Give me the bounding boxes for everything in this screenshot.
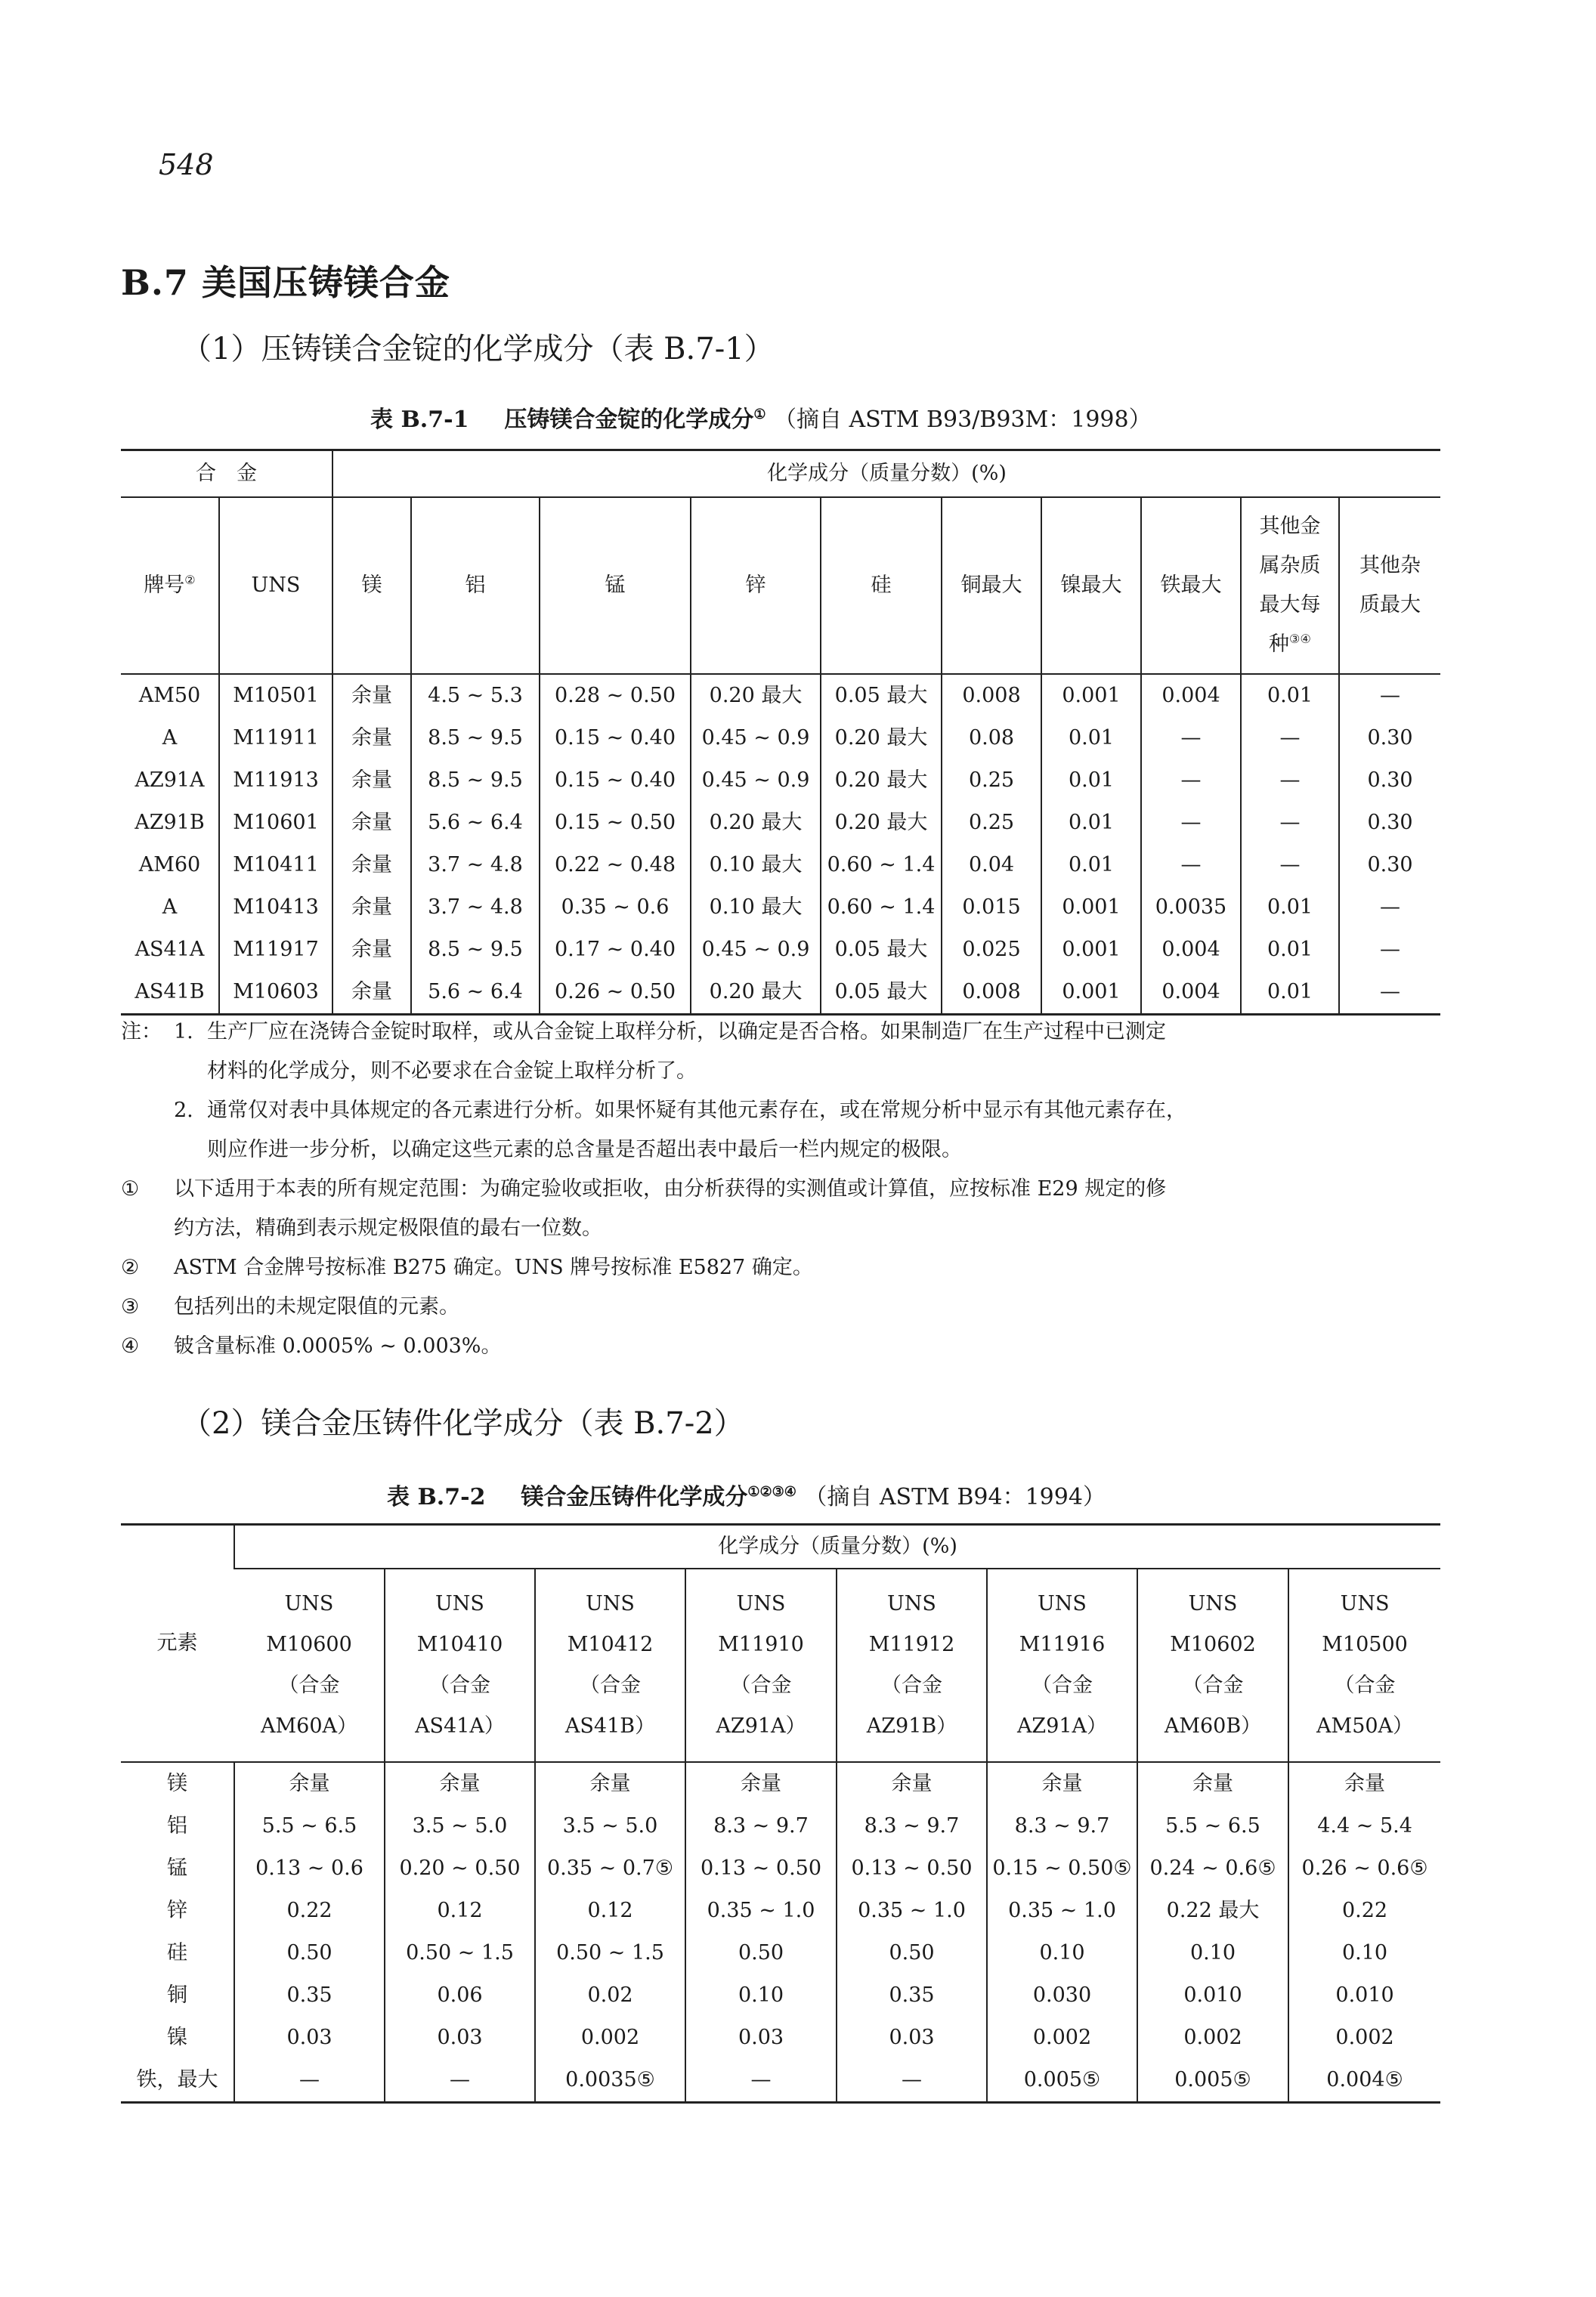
table2-cell: 0.004⑤ [1288, 2059, 1440, 2103]
table1-cell: M11911 [219, 717, 332, 759]
table2-alloy-header [1137, 1569, 1288, 1762]
table2-alloy-header-line: （合金 [1334, 1674, 1396, 1697]
sub-heading-table2: （2）镁合金压铸件化学成分（表 B.7-2） [181, 1406, 744, 1441]
table1-cell: 余量 [332, 802, 411, 844]
table2-cell: 0.26 ~ 0.6⑤ [1288, 1847, 1440, 1890]
table2-cell: 余量 [234, 1762, 385, 1805]
table2-alloy-header [234, 1569, 385, 1762]
table1-row [121, 759, 1440, 802]
table1-cell: 0.04 [942, 844, 1041, 886]
table2-cell: 8.3 ~ 9.7 [837, 1805, 987, 1847]
table2-alloy-header-line: M10500 [1322, 1633, 1408, 1656]
table2-alloy-header-line: AM60B） [1164, 1714, 1262, 1738]
table2-alloy-header [685, 1569, 837, 1762]
table1-cell: 0.45 ~ 0.9 [691, 759, 821, 802]
table1-cell: 0.20 最大 [691, 802, 821, 844]
table2-alloy-header [535, 1569, 685, 1762]
table1-cell: 0.01 [1241, 971, 1339, 1015]
table1-cell: 0.001 [1041, 971, 1141, 1015]
table2-cell: 0.12 [535, 1890, 685, 1932]
footnote-1-line2: 约方法，精确到表示规定极限值的最右一位数。 [174, 1217, 602, 1240]
table1-cell: 0.001 [1041, 929, 1141, 971]
table2-cell: 0.03 [234, 2017, 385, 2059]
table2-element-cell: 锰 [167, 1856, 187, 1880]
table1-col-other-each-mark: ③④ [1288, 632, 1312, 646]
table1-caption [370, 400, 1152, 434]
table2-alloy-header [1288, 1569, 1440, 1762]
table1-row [121, 929, 1440, 971]
table2-alloy-header-line: （合金 [429, 1674, 490, 1697]
table1-cell: — [1141, 802, 1241, 844]
footnote-1-mark: ① [121, 1177, 140, 1201]
table2-cell: 0.13 ~ 0.6 [234, 1847, 385, 1890]
table1-row [121, 886, 1440, 929]
table1-cell: 0.45 ~ 0.9 [691, 929, 821, 971]
table1-cell: 8.5 ~ 9.5 [411, 717, 540, 759]
table2-caption-label: 表 B.7-2 [387, 1484, 486, 1510]
table1-cell: 0.26 ~ 0.50 [540, 971, 691, 1015]
table1-cell: 0.05 最大 [821, 674, 942, 717]
table2-cell: 0.03 [837, 2017, 987, 2059]
table1-col-uns: UNS [219, 497, 332, 674]
notes-prefix: 注： [121, 1020, 162, 1043]
table1-cell: 3.7 ~ 4.8 [411, 886, 540, 929]
table1-cell: M10413 [219, 886, 332, 929]
note-1 [121, 1012, 1443, 1091]
table2-alloy-header-line: UNS [1188, 1592, 1238, 1615]
table2-alloy-header-line: UNS [284, 1592, 334, 1615]
footnote-4 [121, 1327, 1443, 1366]
table1-col-other-total [1339, 497, 1440, 674]
table2-cell: 0.20 ~ 0.50 [385, 1847, 535, 1890]
table2-alloy-header-line: UNS [887, 1592, 936, 1615]
note-1-line1: 生产厂应在浇铸合金锭时取样，或从合金锭上取样分析，以确定是否合格。如果制造厂在生产过程中已测定 [207, 1020, 1166, 1043]
table1-caption-title: 压铸镁合金锭的化学成分 [504, 407, 754, 433]
table1-cell: 0.008 [942, 971, 1041, 1015]
table2-alloy-header-line: UNS [1038, 1592, 1087, 1615]
table2-cell: 0.15 ~ 0.50⑤ [987, 1847, 1137, 1890]
table1-caption-label: 表 B.7-1 [370, 407, 469, 433]
table2-cell: 0.002 [1288, 2017, 1440, 2059]
table1-cell: 0.001 [1041, 886, 1141, 929]
table1-cell: 0.45 ~ 0.9 [691, 717, 821, 759]
table1-group-composition: 化学成分（质量分数）(%) [332, 450, 1440, 498]
table2-element-cell: 铝 [167, 1813, 187, 1838]
table1-cell: 5.6 ~ 6.4 [411, 971, 540, 1015]
table1-col-other-each-line-text: 种 [1268, 632, 1289, 656]
table1-col-mg: 镁 [332, 497, 411, 674]
table1-cell: 0.10 最大 [691, 844, 821, 886]
table2-cell: 0.35 ~ 1.0 [685, 1890, 837, 1932]
table2-cell: 8.3 ~ 9.7 [987, 1805, 1137, 1847]
table2-alloy-header-line: AZ91B） [866, 1714, 957, 1738]
notes-block [121, 1012, 1443, 1366]
footnote-4-mark: ④ [121, 1334, 140, 1358]
footnote-1 [121, 1170, 1443, 1248]
table2-alloy-header-line: M10600 [266, 1633, 352, 1656]
table2-cell: 余量 [685, 1762, 837, 1805]
sub-heading-table1: （1）压铸镁合金锭的化学成分（表 B.7-1） [181, 332, 775, 366]
table1-col-grade-label: 牌号 [144, 573, 185, 597]
table1-col-al: 铝 [411, 497, 540, 674]
table2-caption-title: 镁合金压铸件化学成分 [521, 1484, 748, 1510]
table2-cell: 0.22 [234, 1890, 385, 1932]
table2-alloy-header-line: M11916 [1019, 1633, 1106, 1656]
table2-body [121, 1762, 1440, 2103]
table1-col-si: 硅 [821, 497, 942, 674]
table2-cell: — [685, 2059, 837, 2103]
table1-cell: A [162, 895, 178, 919]
page-number: 548 [159, 148, 214, 181]
table1-cell: 0.30 [1339, 802, 1440, 844]
table1-cell: 0.004 [1141, 929, 1241, 971]
table2-cell: 0.03 [385, 2017, 535, 2059]
footnote-3-text: 包括列出的未规定限值的元素。 [174, 1295, 459, 1319]
table2-cell: 0.10 [987, 1932, 1137, 1974]
table2-alloy-header-line: （合金 [881, 1674, 942, 1697]
table2-row [121, 1974, 1440, 2017]
table2-cell: — [837, 2059, 987, 2103]
table1-cell: 0.10 最大 [691, 886, 821, 929]
table1-cell: M11913 [219, 759, 332, 802]
table1-cell: 0.30 [1339, 759, 1440, 802]
table1-cell: 4.5 ~ 5.3 [411, 674, 540, 717]
table1-cell: 0.015 [942, 886, 1041, 929]
table1-cell: 0.01 [1041, 759, 1141, 802]
table1-column-header-row [121, 497, 1440, 674]
table2-cell: 0.10 [1288, 1932, 1440, 1974]
table1-cell: — [1141, 844, 1241, 886]
table1-cell: M10411 [219, 844, 332, 886]
table2-alloy-header-line: M10602 [1170, 1633, 1256, 1656]
table2-cell: 0.35 ~ 0.7⑤ [535, 1847, 685, 1890]
table1-cell: 0.004 [1141, 971, 1241, 1015]
table1-caption-source: （摘自 ASTM B93/B93M：1998） [773, 407, 1152, 433]
table2-alloy-header-line: UNS [736, 1592, 786, 1615]
table2-alloy-header-line: UNS [586, 1592, 635, 1615]
table2-cell: 4.4 ~ 5.4 [1288, 1805, 1440, 1847]
table2-alloy-header [987, 1569, 1137, 1762]
table2-alloy-header [385, 1569, 535, 1762]
table2-cell: 8.3 ~ 9.7 [685, 1805, 837, 1847]
table1-cell: 0.35 ~ 0.6 [540, 886, 691, 929]
footnote-3 [121, 1288, 1443, 1327]
table1-cell: 0.30 [1339, 717, 1440, 759]
table1-row [121, 717, 1440, 759]
table2-row [121, 2017, 1440, 2059]
table2-cell: 0.50 [685, 1932, 837, 1974]
table2-alloy-header-line: AS41B） [564, 1714, 656, 1738]
table2-cell: 余量 [1137, 1762, 1288, 1805]
table2-cell: 0.22 最大 [1137, 1890, 1288, 1932]
table1-cell: 0.17 ~ 0.40 [540, 929, 691, 971]
table2-alloy-header [837, 1569, 987, 1762]
note-2 [121, 1091, 1443, 1170]
table1-cell: 0.01 [1041, 802, 1141, 844]
table1-col-fe: 铁最大 [1141, 497, 1241, 674]
table1-cell: M11917 [219, 929, 332, 971]
table1-col-other-total-line: 质最大 [1359, 593, 1421, 617]
table2-cell: 余量 [535, 1762, 685, 1805]
table1-cell: M10603 [219, 971, 332, 1015]
table1-cell: 0.15 ~ 0.50 [540, 802, 691, 844]
table1-cell: 0.15 ~ 0.40 [540, 759, 691, 802]
table1-cell: — [1339, 674, 1440, 717]
table2-cell: 0.35 [837, 1974, 987, 2017]
note-1-mark: 1. [174, 1020, 193, 1043]
table1-cell: 0.05 最大 [821, 971, 942, 1015]
table2-alloy-header-line: M10412 [567, 1633, 654, 1656]
footnote-1-line1: 以下适用于本表的所有规定范围：为确定验收或拒收，由分析获得的实测值或计算值，应按标准 E29 规定的修 [174, 1177, 1167, 1201]
table2-alloy-header-line: （合金 [278, 1674, 340, 1697]
table2-alloy-header-row [121, 1569, 1440, 1762]
table1-row [121, 844, 1440, 886]
table1-caption-mark: ① [753, 407, 766, 422]
table2-cell: 5.5 ~ 6.5 [234, 1805, 385, 1847]
table1-cell: 余量 [332, 886, 411, 929]
table2-cell: 3.5 ~ 5.0 [385, 1805, 535, 1847]
table1-cell: 0.01 [1241, 674, 1339, 717]
table2-alloy-header-line: （合金 [1182, 1674, 1244, 1697]
table2-cell: 余量 [1288, 1762, 1440, 1805]
table2-cell: 0.50 [837, 1932, 987, 1974]
table2-element-cell: 铜 [167, 1983, 187, 2007]
table2-cell: 0.50 ~ 1.5 [535, 1932, 685, 1974]
table2-cell: 0.50 [234, 1932, 385, 1974]
table1-cell: 0.08 [942, 717, 1041, 759]
table2-cell: 0.06 [385, 1974, 535, 2017]
table1-cell: 0.20 最大 [821, 717, 942, 759]
table2-cell: 余量 [837, 1762, 987, 1805]
table2-cell: 0.10 [685, 1974, 837, 2017]
table1-cell: 余量 [332, 759, 411, 802]
table1-cell: — [1141, 759, 1241, 802]
table2-row [121, 1762, 1440, 1805]
table2-cell: 0.002 [987, 2017, 1137, 2059]
table2-cell: 0.35 [234, 1974, 385, 2017]
table1-cell: 余量 [332, 844, 411, 886]
table1-col-other-total-line: 其他杂 [1359, 554, 1421, 577]
table2-cell: 0.002 [535, 2017, 685, 2059]
table1-col-other-each-line: 属杂质 [1259, 554, 1321, 577]
table1-cell: 0.008 [942, 674, 1041, 717]
table1-cell: 0.001 [1041, 674, 1141, 717]
table2-group-composition: 化学成分（质量分数）(%) [234, 1525, 1440, 1569]
table1-cell: — [1241, 802, 1339, 844]
table1-cell: 余量 [332, 971, 411, 1015]
table1-group-header-row [121, 450, 1440, 498]
table1-col-other-each-line: 其他金 [1259, 515, 1321, 538]
note-1-line2: 材料的化学成分，则不必要求在合金锭上取样分析了。 [207, 1059, 697, 1083]
table2-row [121, 1890, 1440, 1932]
section-heading: B.7 美国压铸镁合金 [121, 262, 450, 303]
table2-cell: 0.10 [1137, 1932, 1288, 1974]
table2-cell: 余量 [987, 1762, 1137, 1805]
table1-cell: A [162, 725, 178, 750]
table2-cell: 0.12 [385, 1890, 535, 1932]
table1-cell: AM50 [138, 683, 201, 707]
table2-cell: 0.010 [1288, 1974, 1440, 2017]
table1-cell: 余量 [332, 674, 411, 717]
footnote-2-text: ASTM 合金牌号按标准 B275 确定。UNS 牌号按标准 E5827 确定。 [174, 1256, 813, 1279]
table2-caption-mark: ①②③④ [747, 1484, 796, 1500]
table2-alloy-header-line: UNS [1340, 1592, 1390, 1615]
table2-cell: 0.0035⑤ [535, 2059, 685, 2103]
table1-col-other-each-line: 最大每 [1259, 593, 1321, 617]
note-2-mark: 2. [174, 1099, 193, 1122]
table1-group-alloy: 合 金 [121, 450, 332, 498]
table1-cell: 0.01 [1041, 844, 1141, 886]
table1-cell: M10601 [219, 802, 332, 844]
table1-col-zn: 锌 [691, 497, 821, 674]
note-2-line1: 通常仅对表中具体规定的各元素进行分析。如果怀疑有其他元素存在，或在常规分析中显示有其他元素存在， [207, 1099, 1186, 1122]
table2-row [121, 1847, 1440, 1890]
table2-alloy-header-line: AZ91A） [1016, 1714, 1108, 1738]
table2-cell: 0.13 ~ 0.50 [685, 1847, 837, 1890]
table1-cell: 3.7 ~ 4.8 [411, 844, 540, 886]
table1-cell: 0.25 [942, 759, 1041, 802]
table2-col-element: 元素 [121, 1525, 234, 1763]
table1-cell: AZ91B [135, 810, 205, 834]
table1-col-grade-mark: ② [184, 572, 196, 587]
table2-cell: 0.02 [535, 1974, 685, 2017]
note-2-line2: 则应作进一步分析，以确定这些元素的总含量是否超出表中最后一栏内规定的极限。 [207, 1138, 962, 1161]
table1-cell: 0.01 [1241, 929, 1339, 971]
table2-row [121, 1805, 1440, 1847]
table2-caption-source: （摘自 ASTM B94：1994） [804, 1484, 1106, 1510]
table2-row [121, 1932, 1440, 1974]
table2-cell: 0.010 [1137, 1974, 1288, 2017]
table1-body [121, 674, 1440, 1015]
table1 [121, 449, 1440, 1016]
table1-cell: 余量 [332, 929, 411, 971]
table1-cell: 0.60 ~ 1.4 [821, 886, 942, 929]
table2-cell: 0.22 [1288, 1890, 1440, 1932]
footnote-2 [121, 1248, 1443, 1288]
table2-alloy-header-line: （合金 [580, 1674, 641, 1697]
table1-col-ni: 镍最大 [1041, 497, 1141, 674]
table2-alloy-header-line: AM60A） [261, 1714, 357, 1738]
table1-cell: — [1241, 717, 1339, 759]
table2-cell: 3.5 ~ 5.0 [535, 1805, 685, 1847]
table1-row [121, 971, 1440, 1015]
table2-cell: 0.030 [987, 1974, 1137, 2017]
table1-cell: 0.025 [942, 929, 1041, 971]
table1-cell: 0.01 [1241, 886, 1339, 929]
table2-alloy-header-line: （合金 [1032, 1674, 1093, 1697]
table1-cell: — [1339, 886, 1440, 929]
table1-col-cu: 铜最大 [942, 497, 1041, 674]
table2-caption [387, 1478, 1106, 1511]
table2-cell: 5.5 ~ 6.5 [1137, 1805, 1288, 1847]
table1-cell: 0.60 ~ 1.4 [821, 844, 942, 886]
table1-cell: 0.05 最大 [821, 929, 942, 971]
table2-alloy-header-line: M11910 [718, 1633, 804, 1656]
table2-cell: 0.03 [685, 2017, 837, 2059]
table2-cell: 0.13 ~ 0.50 [837, 1847, 987, 1890]
table2-cell: 0.24 ~ 0.6⑤ [1137, 1847, 1288, 1890]
table2-alloy-header-line: AM50A） [1316, 1714, 1414, 1738]
table2-cell: 0.005⑤ [987, 2059, 1137, 2103]
table2-alloy-header-line: M11912 [868, 1633, 955, 1656]
table2-cell: 余量 [385, 1762, 535, 1805]
table1-cell: 8.5 ~ 9.5 [411, 929, 540, 971]
table2-element-cell: 硅 [167, 1940, 187, 1965]
table2-alloy-header-line: AS41A） [415, 1714, 505, 1738]
footnote-4-text: 铍含量标准 0.0005% ~ 0.003%。 [174, 1334, 502, 1358]
table1-col-mn: 锰 [540, 497, 691, 674]
table1-cell: 5.6 ~ 6.4 [411, 802, 540, 844]
table1-cell: AM60 [138, 852, 201, 876]
table1-cell: 0.20 最大 [691, 674, 821, 717]
table2-element-cell: 镍 [167, 2025, 187, 2049]
table1-cell: — [1241, 759, 1339, 802]
table1-col-other-each [1241, 497, 1339, 674]
table1-cell: 0.28 ~ 0.50 [540, 674, 691, 717]
table1-col-other-each-line [1242, 625, 1338, 664]
table1-cell: 0.20 最大 [691, 971, 821, 1015]
table2-group-header-row [121, 1525, 1440, 1569]
table2-cell: — [234, 2059, 385, 2103]
table1-cell: — [1141, 717, 1241, 759]
table1-cell: 余量 [332, 717, 411, 759]
table2-cell: 0.005⑤ [1137, 2059, 1288, 2103]
table1-cell: 0.15 ~ 0.40 [540, 717, 691, 759]
table2-cell: 0.35 ~ 1.0 [837, 1890, 987, 1932]
table2-element-cell: 镁 [167, 1771, 187, 1795]
table1-cell: 0.004 [1141, 674, 1241, 717]
table1-cell: 0.20 最大 [821, 802, 942, 844]
table1-cell: AS41B [135, 979, 205, 1003]
table2-element-cell: 铁，最大 [136, 2067, 218, 2091]
footnote-3-mark: ③ [121, 1295, 140, 1319]
table2-element-cell: 锌 [167, 1898, 187, 1922]
table2-cell: 0.50 ~ 1.5 [385, 1932, 535, 1974]
table2-row [121, 2059, 1440, 2103]
table2 [121, 1523, 1440, 2104]
table1-cell: AZ91A [135, 768, 205, 792]
table1-cell: 0.0035 [1141, 886, 1241, 929]
table1-cell: — [1339, 929, 1440, 971]
table1-cell: 0.22 ~ 0.48 [540, 844, 691, 886]
table2-alloy-header-line: AZ91A） [716, 1714, 806, 1738]
table2-alloy-header-line: （合金 [730, 1674, 792, 1697]
table1-cell: 8.5 ~ 9.5 [411, 759, 540, 802]
table2-alloy-header-line: UNS [435, 1592, 484, 1615]
table1-col-grade [121, 497, 219, 674]
table1-cell: AS41A [135, 937, 205, 961]
table2-cell: 0.002 [1137, 2017, 1288, 2059]
table1-cell: — [1339, 971, 1440, 1015]
table1-cell: M10501 [219, 674, 332, 717]
table1-row [121, 674, 1440, 717]
table2-alloy-header-line: M10410 [416, 1633, 503, 1656]
table1-cell: 0.25 [942, 802, 1041, 844]
table2-cell: 0.35 ~ 1.0 [987, 1890, 1137, 1932]
footnote-2-mark: ② [121, 1256, 140, 1279]
table1-cell: — [1241, 844, 1339, 886]
table2-cell: — [385, 2059, 535, 2103]
table1-cell: 0.01 [1041, 717, 1141, 759]
table1-cell: 0.30 [1339, 844, 1440, 886]
table1-cell: 0.20 最大 [821, 759, 942, 802]
table1-row [121, 802, 1440, 844]
